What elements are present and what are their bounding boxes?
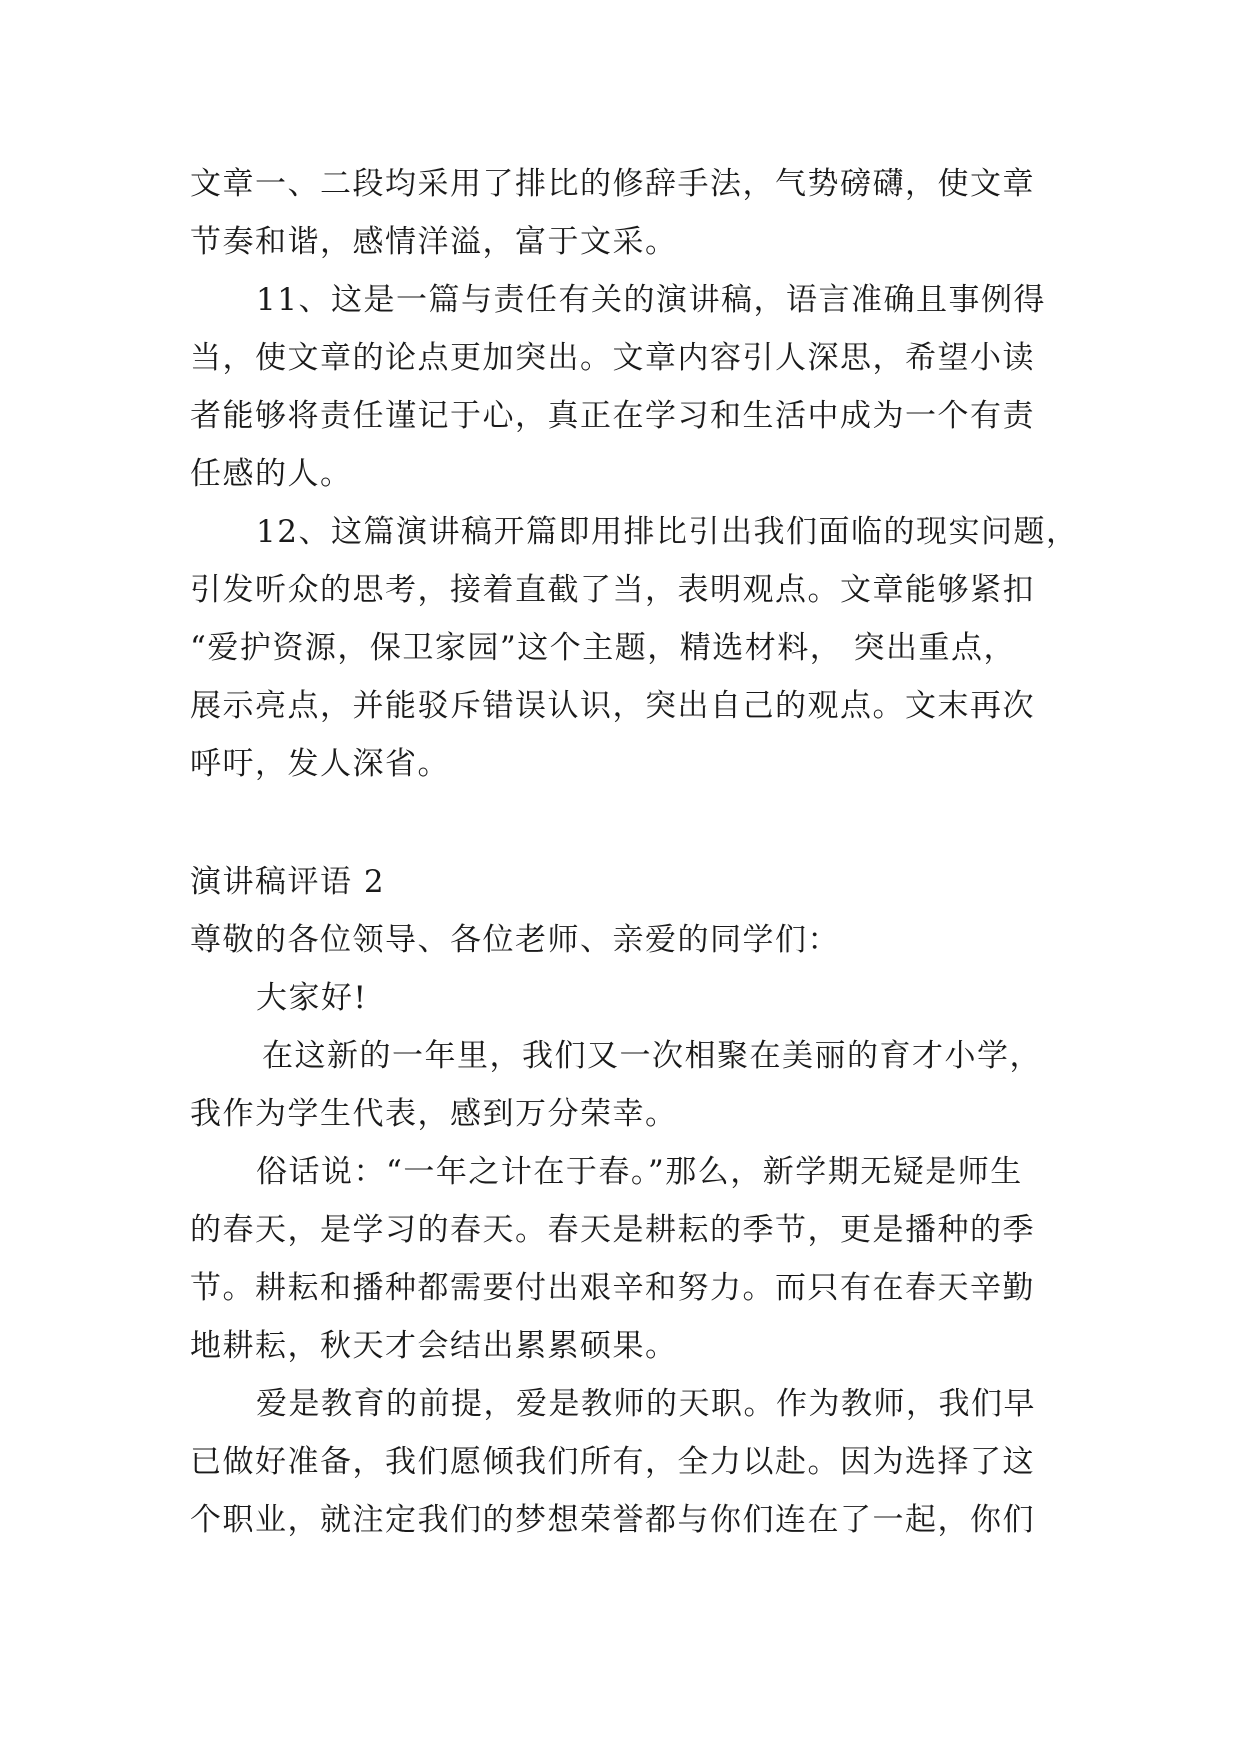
paragraph-line: 引发听众的思考，接着直截了当，表明观点。文章能够紧扣 [190, 572, 1035, 608]
paragraph-line: 者能够将责任谨记于心，真正在学习和生活中成为一个有责 [190, 398, 1035, 434]
paragraph-line: 呼吁，发人深省。 [190, 746, 450, 782]
paragraph-line: 个职业，就注定我们的梦想荣誉都与你们连在了一起，你们 [190, 1502, 1035, 1538]
salutation: 尊敬的各位领导、各位老师、亲爱的同学们： [190, 922, 840, 958]
paragraph-line: 已做好准备，我们愿倾我们所有，全力以赴。因为选择了这 [190, 1444, 1035, 1480]
paragraph-line: “爱护资源，保卫家园”这个主题，精选材料， 突出重点， [190, 630, 1017, 666]
paragraph-line: 爱是教育的前提，爱是教师的天职。作为教师，我们早 [256, 1386, 1036, 1422]
paragraph-line: 展示亮点，并能驳斥错误认识，突出自己的观点。文末再次 [190, 688, 1035, 724]
paragraph-line: 文章一、二段均采用了排比的修辞手法，气势磅礴，使文章 [190, 166, 1035, 202]
paragraph-line: 任感的人。 [190, 456, 353, 492]
paragraph-line: 的春天，是学习的春天。春天是耕耘的季节，更是播种的季 [190, 1212, 1035, 1248]
paragraph-line: 12、这篇演讲稿开篇即用排比引出我们面临的现实问题， [256, 514, 1079, 550]
paragraph-line: 节奏和谐，感情洋溢，富于文采。 [190, 224, 678, 260]
paragraph-line: 11、这是一篇与责任有关的演讲稿，语言准确且事例得 [256, 282, 1046, 318]
paragraph-line: 我作为学生代表，感到万分荣幸。 [190, 1096, 678, 1132]
paragraph-line: 在这新的一年里，我们又一次相聚在美丽的育才小学， [262, 1038, 1042, 1074]
greeting: 大家好! [256, 980, 368, 1016]
paragraph-line: 地耕耘，秋天才会结出累累硕果。 [190, 1328, 678, 1364]
paragraph-line: 当，使文章的论点更加突出。文章内容引人深思，希望小读 [190, 340, 1035, 376]
paragraph-line: 节。耕耘和播种都需要付出艰辛和努力。而只有在春天辛勤 [190, 1270, 1035, 1306]
section-title: 演讲稿评语 2 [190, 864, 386, 900]
paragraph-line: 俗话说：“一年之计在于春。”那么，新学期无疑是师生 [256, 1154, 1023, 1190]
